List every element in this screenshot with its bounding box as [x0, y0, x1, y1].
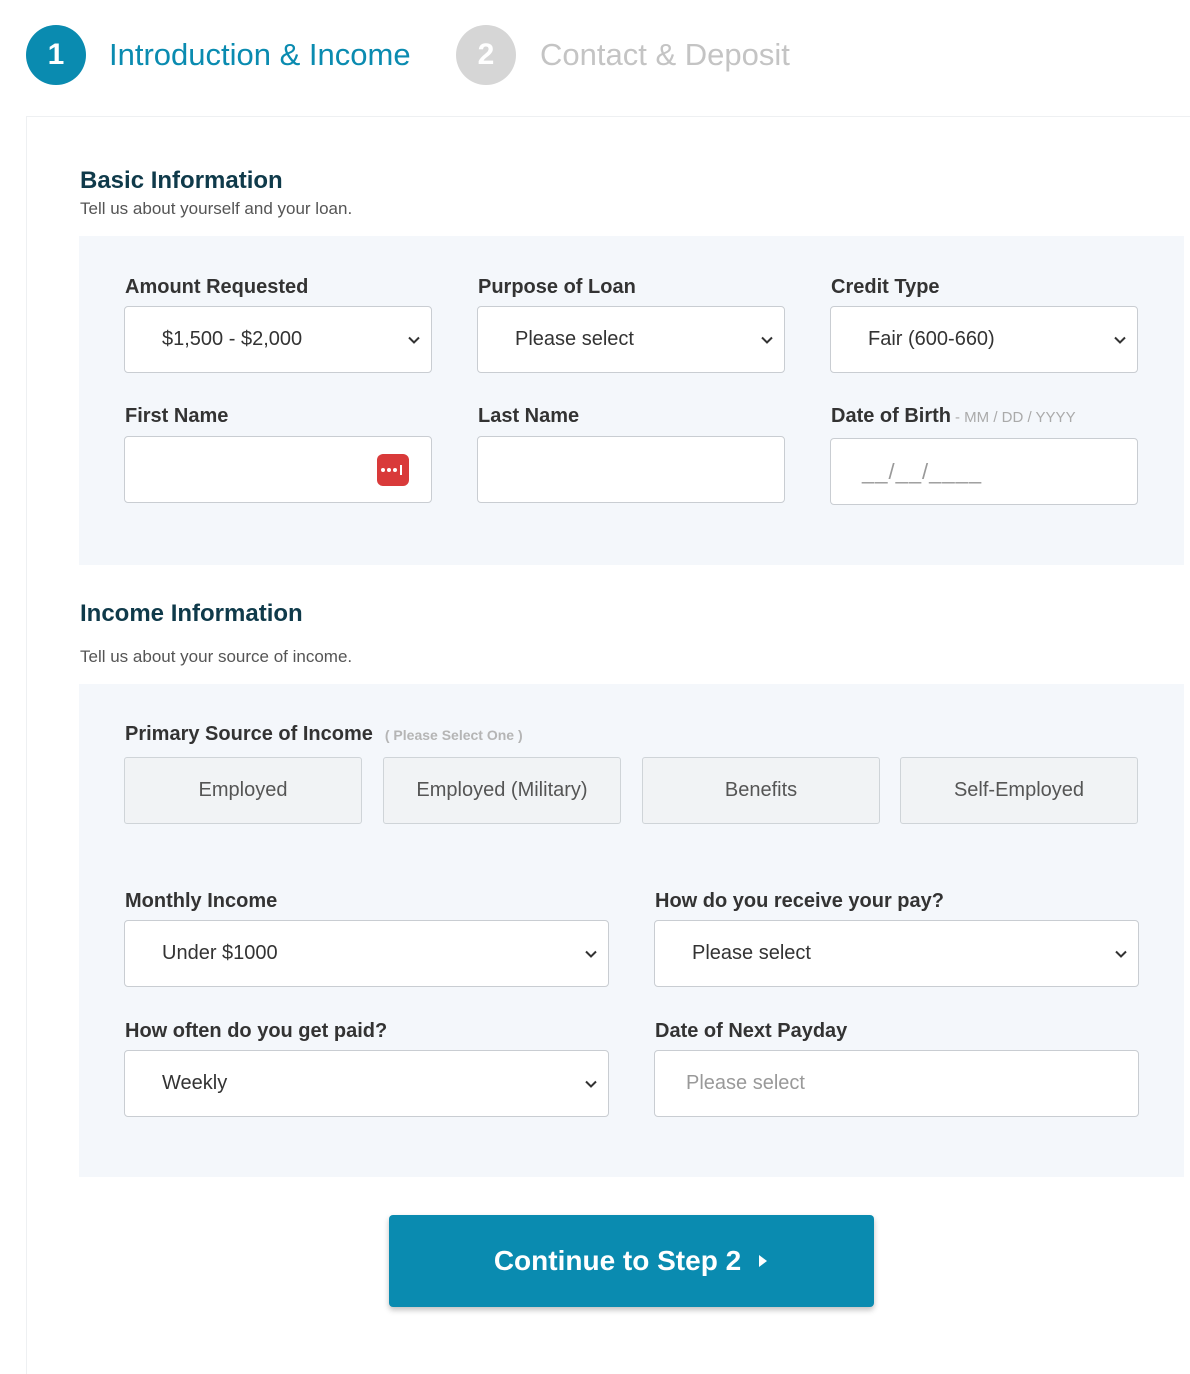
primary-source-hint: ( Please Select One ): [384, 727, 523, 743]
income-info-title: Income Information: [80, 600, 303, 627]
last-name-label: Last Name: [478, 405, 580, 427]
continue-to-step-2-button[interactable]: [389, 1215, 874, 1307]
credit-type-value: Fair (600-660): [868, 328, 995, 350]
income-source-military[interactable]: Employed (Military): [383, 757, 621, 824]
income-info-subtitle: Tell us about your source of income.: [80, 647, 353, 666]
receive-pay-select[interactable]: [654, 920, 1139, 987]
income-source-employed[interactable]: Employed: [124, 757, 362, 824]
step-1-label: Introduction & Income: [109, 37, 411, 72]
next-payday-label: Date of Next Payday: [655, 1020, 848, 1042]
receive-pay-value: Please select: [692, 942, 811, 964]
basic-info-title: Basic Information: [80, 167, 283, 194]
continue-button-label: Continue to Step 2: [493, 1245, 742, 1276]
password-manager-icon[interactable]: [377, 454, 409, 486]
amount-requested-label: Amount Requested: [125, 276, 309, 298]
receive-pay-label: How do you receive your pay?: [655, 890, 944, 912]
credit-type-select[interactable]: [830, 306, 1138, 373]
income-source-self-employed[interactable]: Self-Employed: [900, 757, 1138, 824]
pay-frequency-value: Weekly: [162, 1072, 228, 1094]
step-2-label: Contact & Deposit: [540, 37, 790, 72]
pay-frequency-select[interactable]: [124, 1050, 609, 1117]
pay-frequency-label: How often do you get paid?: [125, 1020, 388, 1042]
chevron-down-icon: [760, 333, 774, 347]
first-name-input[interactable]: [124, 436, 432, 503]
date-of-birth-format-hint: - MM / DD / YYYY: [955, 409, 1076, 426]
progress-stepper: [0, 0, 1190, 110]
monthly-income-value: Under $1000: [162, 942, 278, 964]
primary-source-label: [125, 723, 523, 746]
chevron-down-icon: [584, 947, 598, 961]
chevron-down-icon: [407, 333, 421, 347]
amount-requested-select[interactable]: [124, 306, 432, 373]
income-source-benefits[interactable]: Benefits: [642, 757, 880, 824]
date-of-birth-mask: __/__/____: [862, 458, 983, 484]
purpose-of-loan-label: Purpose of Loan: [478, 276, 636, 298]
next-payday-input[interactable]: [654, 1050, 1139, 1117]
date-of-birth-label-text: Date of Birth: [831, 405, 951, 427]
last-name-input[interactable]: [477, 436, 785, 503]
chevron-down-icon: [1114, 947, 1128, 961]
purpose-of-loan-value: Please select: [515, 328, 634, 350]
chevron-down-icon: [584, 1077, 598, 1091]
purpose-of-loan-select[interactable]: [477, 306, 785, 373]
primary-source-label-text: Primary Source of Income: [125, 723, 373, 745]
basic-info-subtitle: Tell us about yourself and your loan.: [80, 199, 353, 218]
monthly-income-label: Monthly Income: [125, 890, 278, 912]
chevron-down-icon: [1113, 333, 1127, 347]
step-1-number: 1: [26, 25, 86, 85]
caret-right-icon: [757, 1253, 769, 1269]
amount-requested-value: $1,500 - $2,000: [162, 328, 303, 350]
first-name-label: First Name: [125, 405, 229, 427]
monthly-income-select[interactable]: [124, 920, 609, 987]
step-2-number: 2: [456, 25, 516, 85]
date-of-birth-label: [831, 405, 1076, 428]
next-payday-placeholder: Please select: [686, 1072, 805, 1094]
credit-type-label: Credit Type: [831, 276, 940, 298]
date-of-birth-input[interactable]: [830, 438, 1138, 505]
